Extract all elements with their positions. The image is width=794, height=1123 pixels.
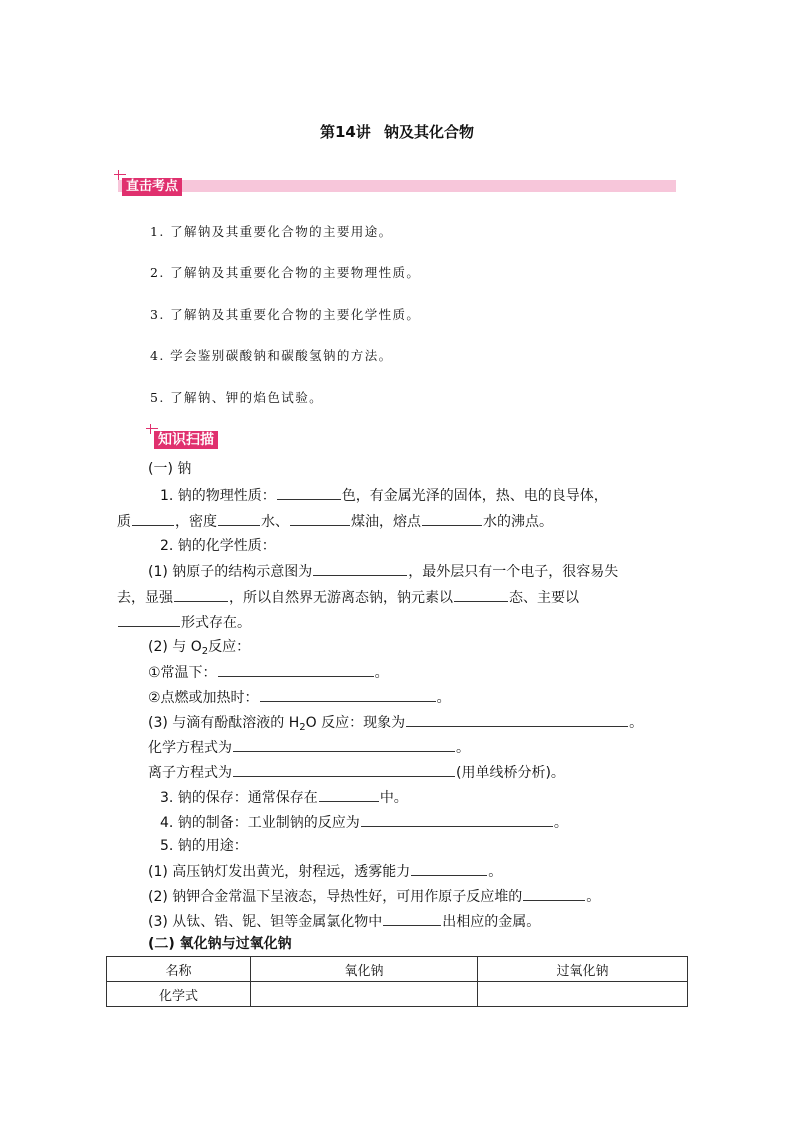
text-line [117,612,251,633]
text-line [160,787,408,808]
text: 。 [488,864,503,880]
text-line [148,687,451,708]
text: (2) 与 O [148,639,202,655]
text: 形式存在。 [181,615,251,631]
fill-blank[interactable] [319,787,379,802]
table-header-row [107,957,688,982]
fill-blank[interactable] [422,511,482,526]
text: 化学方程式为 [148,740,232,756]
fill-blank[interactable] [411,861,487,876]
text: 水、 [261,514,289,530]
text-line [148,637,250,662]
text: 。 [629,715,644,731]
text: 去，显强 [117,590,173,606]
fill-blank[interactable] [260,687,436,702]
fill-blank[interactable] [290,511,350,526]
text-line [148,886,600,907]
page-title [0,121,794,142]
lecture-number: 第14讲 [319,123,371,141]
text: ，所以自然界无游离态钠，钠元素以 [229,590,453,606]
text: (用单线桥分析)。 [456,765,565,781]
fill-blank[interactable] [361,812,553,827]
fill-blank[interactable] [233,762,455,777]
text: O 反应：现象为 [305,715,406,731]
text-line [148,911,540,932]
banner-label: 直击考点 [122,178,182,196]
fill-blank[interactable] [132,511,174,526]
banner-corner-mark [118,170,119,180]
text-line [160,485,608,506]
text-line [148,737,470,758]
subscript: 2 [299,722,306,733]
text-line: 2. 钠的化学性质： [160,538,276,554]
text: ①常温下： [148,665,217,681]
text: 离子方程式为 [148,765,232,781]
text: ，最外层只有一个电子，很容易失 [408,564,619,580]
text: 反应： [208,639,251,655]
section-heading: (一) 钠 [148,461,192,477]
text-line [148,762,565,783]
text: (3) 从钛、锆、铌、钽等金属氯化物中 [148,914,383,930]
fill-blank[interactable] [118,612,180,627]
text: 。 [456,740,470,756]
fill-blank[interactable] [277,485,341,500]
goal-item: 2. 了解钠及其重要化合物的主要物理性质。 [150,265,421,280]
fill-blank[interactable] [383,911,441,926]
table-header: 名称 [107,957,251,982]
text: 态、主要以 [509,590,579,606]
section-banner-knowledge-scan [150,432,232,448]
table-cell[interactable] [478,982,688,1007]
table-cell[interactable] [251,982,478,1007]
text: 。 [553,815,568,831]
text: (3) 与滴有酚酞溶液的 H [148,715,300,731]
fill-blank[interactable] [218,511,260,526]
text: (1) 高压钠灯发出黄光，射程远，透雾能力 [148,864,411,880]
text: 色，有金属光泽的固体，热、电的良导体， [341,488,608,504]
table-row [107,982,688,1007]
fill-blank[interactable] [218,662,374,677]
text: 。 [374,665,389,681]
banner-corner-mark [150,424,151,434]
text: 1. 钠的物理性质： [160,488,276,504]
fill-blank[interactable] [174,587,228,602]
text: 4. 钠的制备：工业制钠的反应为 [160,815,360,831]
lecture-topic: 钠及其化合物 [384,123,475,141]
text-line [148,662,389,683]
text: 。 [436,690,451,706]
goal-item: 3. 了解钠及其重要化合物的主要化学性质。 [150,307,421,322]
table-header: 过氧化钠 [478,957,688,982]
fill-blank[interactable] [523,886,585,901]
text: (2) 钠钾合金常温下呈液态，导热性好，可用作原子反应堆的 [148,889,523,905]
section-heading: (二) 氧化钠与过氧化钠 [148,936,292,952]
table-header: 氧化钠 [251,957,478,982]
goal-item: 5. 了解钠、钾的焰色试验。 [150,390,324,405]
subscript: 2 [201,646,209,657]
text: 质 [117,514,131,530]
text: ，密度 [175,514,217,530]
text-line: 5. 钠的用途： [160,838,248,854]
banner-bar [118,180,676,192]
table-cell: 化学式 [107,982,251,1007]
text: 出相应的金属。 [442,914,541,930]
fill-blank[interactable] [233,737,455,752]
fill-blank[interactable] [454,587,508,602]
text: 煤油，熔点 [351,514,421,530]
text: 水的沸点。 [483,514,553,530]
text-line [148,861,502,882]
goal-item: 1. 了解钠及其重要化合物的主要用途。 [150,224,393,239]
banner-label: 知识扫描 [154,431,218,449]
banner-corner-mark [114,174,126,175]
text-line [117,511,553,532]
text-line [160,812,568,833]
text-line [148,561,618,582]
text-line [148,712,643,738]
text: 中。 [379,790,408,806]
text-line [117,587,579,608]
fill-blank[interactable] [313,561,407,576]
banner-corner-mark [146,428,158,429]
section-banner-exam-points [118,178,676,194]
text: 。 [586,889,601,905]
goal-item: 4. 学会鉴别碳酸钠和碳酸氢钠的方法。 [150,348,393,363]
text: 3. 钠的保存：通常保存在 [160,790,318,806]
text: ②点燃或加热时： [148,690,259,706]
comparison-table [106,956,688,1007]
fill-blank[interactable] [406,712,628,727]
text: (1) 钠原子的结构示意图为 [148,564,313,580]
